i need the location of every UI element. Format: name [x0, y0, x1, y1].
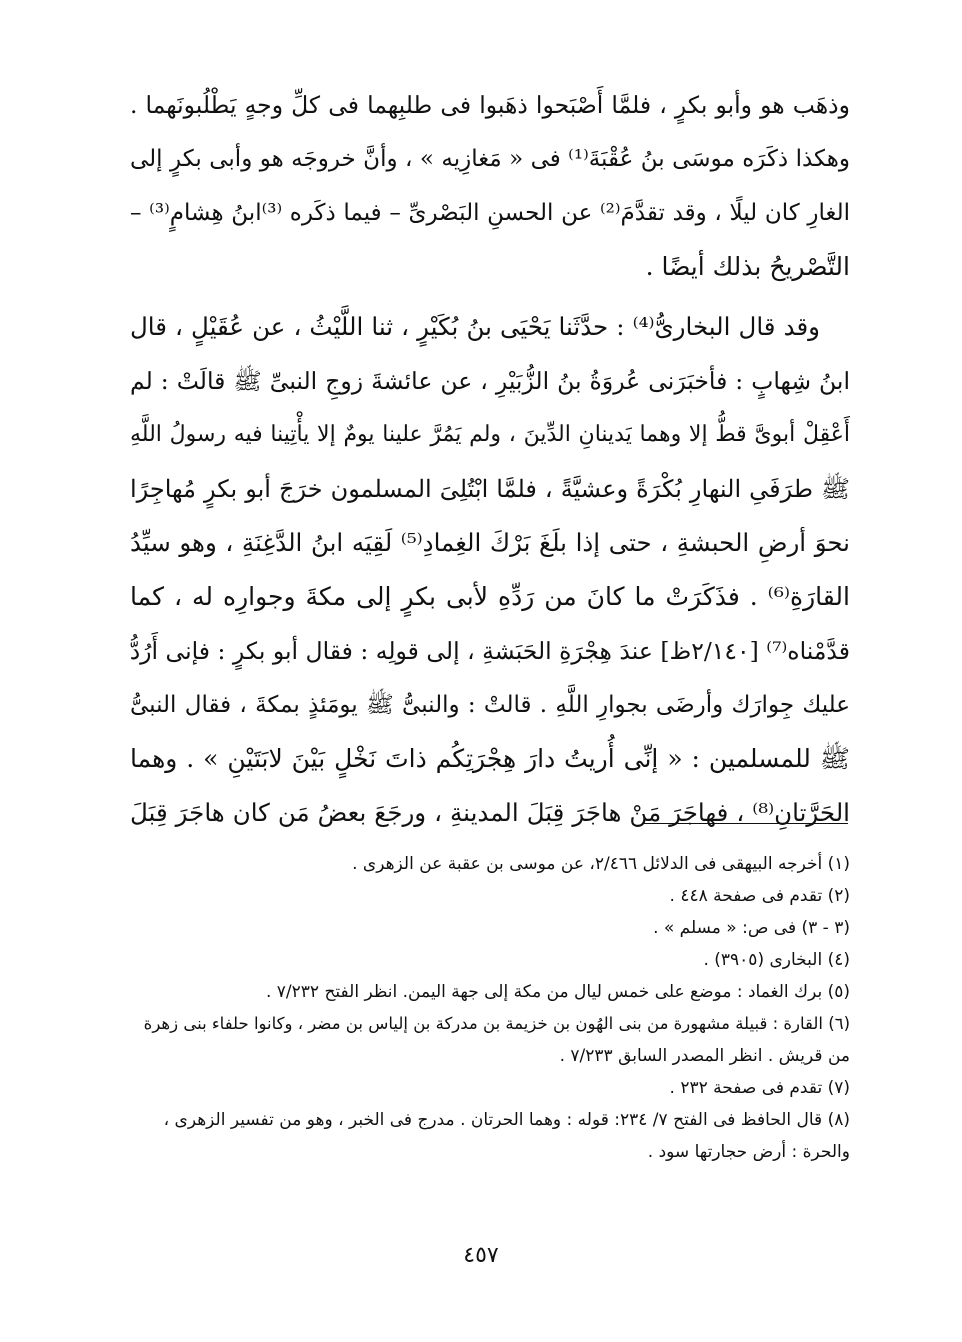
text-line: عليك جِوارَك وأرضَى بجوارِ اللَّهِ . قالتْ : والنبىُّ ﷺ يومَئذٍ بمكةَ ، فقال النبىُّ	[130, 692, 850, 718]
text-line: قدَّمْناه⁽⁷⁾ [٢/١٤٠ظ] عندَ هِجْرَةِ الحَبَشةِ ، إلى قولِه : فقال أبو بكرٍ : فإنى أَرُدُّ	[130, 637, 850, 665]
footnote-8-continued: والحرة : أرض حجارتها سود .	[647, 1142, 850, 1162]
page-number: ٤٥٧	[463, 1243, 499, 1268]
footnotes	[130, 848, 850, 1168]
text-line: الحَرَّتانِ⁽⁸⁾ ، فهاجَرَ مَنْ هاجَرَ قِبَلَ المدينةِ ، ورجَعَ بعضُ مَن كان هاجَرَ قِبَلَ	[130, 798, 850, 827]
text-line: القارَةِ⁽⁶⁾ . فذَكَرَتْ ما كانَ من رَدِّهِ لأبى بكرٍ إلى مكةَ وجوارِه له ، كما	[130, 582, 850, 611]
footnote-1: (١) أخرجه البيهقى فى الدلائل ٢/٤٦٦، عن موسى بن عقبة عن الزهرى .	[352, 854, 850, 874]
footnote-4: (٤) البخارى (٣٩٠٥) .	[703, 950, 850, 970]
text-line: التَّصْريحُ بذلك أيضًا .	[645, 252, 850, 281]
paragraph-2	[130, 300, 850, 840]
footnote-separator	[642, 823, 848, 824]
text-line: نحوَ أرضِ الحبشةِ ، حتى إذا بلَغَ بَرْكَ الغِمادِ⁽⁵⁾ لَقِيَه ابنُ الدَّغِنَةِ ، وهو سيِّدُ	[130, 528, 850, 557]
text-line: وذهَب هو وأبو بكرٍ ، فلمَّا أَصْبَحوا ذهَبوا فى طلبِهما فى كلِّ وجهٍ يَطْلُبونَهما .	[130, 91, 850, 119]
text-line: ﷺ طرَفَىِ النهارِ بُكْرَةً وعشيَّةً ، فلمَّا ابْتُلِىَ المسلمون خرَجَ أبو بكرٍ مُهاجِرًا	[130, 475, 850, 503]
footnote-2: (٢) تقدم فى صفحة ٤٤٨ .	[669, 886, 850, 906]
text-line: أَعْقِلْ أبوىَّ قطُّ إلا وهما يَدينانِ الدِّينَ ، ولم يَمُرَّ علينا يومٌ إلا يأْتِينا فيه رسولُ اللَّهِ	[130, 422, 850, 447]
text-line: ﷺ للمسلمين : « إنِّى أُريتُ دارَ هِجْرَتِكُم ذاتَ نَخْلٍ بَيْنَ لابَتَيْنِ » . وهما	[130, 744, 850, 773]
footnote-7: (٧) تقدم فى صفحة ٢٣٢ .	[669, 1078, 850, 1098]
footnote-6: (٦) القارة : قبيلة مشهورة من بنى الهُون بن خزيمة بن مدركة بن إلياس بن مضر ، وكانوا حلفاء بنى زهرة	[143, 1014, 850, 1033]
text-line: وقد قال البخارىُّ⁽⁴⁾ : حدَّثَنا يَحْيَى بنُ بُكَيْرٍ ، ثنا اللَّيْثُ ، عن عُقَيْلٍ ، قال	[130, 312, 820, 341]
text-line: وهكذا ذكَرَه موسَى بنُ عُقْبَةَ⁽¹⁾ فى « مَغازِيه » ، وأنَّ خروجَه هو وأبى بكرٍ إلى	[130, 146, 850, 172]
paragraph-1	[130, 78, 850, 294]
footnote-8: (٨) قال الحافظ فى الفتح ٧/ ٢٣٤: قوله : وهما الحرتان . مدرج فى الخبر ، وهو من تفسير الزهرى ،	[163, 1110, 850, 1130]
footnote-5: (٥) برك الغماد : موضع على خمس ليال من مكة إلى جهة اليمن. انظر الفتح ٧/٢٣٢ .	[265, 982, 850, 1002]
text-line: الغارِ كان ليلًا ، وقد تقدَّمَ⁽²⁾ عن الحسنِ البَصْرىِّ – فيما ذكَره ⁽³⁾ابنُ هِشامٍ⁽³⁾ –	[130, 200, 850, 226]
footnote-3: (٣ - ٣) فى ص: « مسلم » .	[653, 918, 850, 938]
text-line: ابنُ شِهابٍ : فأخبَرَنى عُروَةُ بنُ الزُّبَيْرِ ، عن عائشةَ زوجِ النبىِّ ﷺ قالَتْ : لم	[130, 367, 850, 395]
footnote-6-continued: من قريش . انظر المصدر السابق ٧/٢٣٣ .	[559, 1046, 850, 1066]
